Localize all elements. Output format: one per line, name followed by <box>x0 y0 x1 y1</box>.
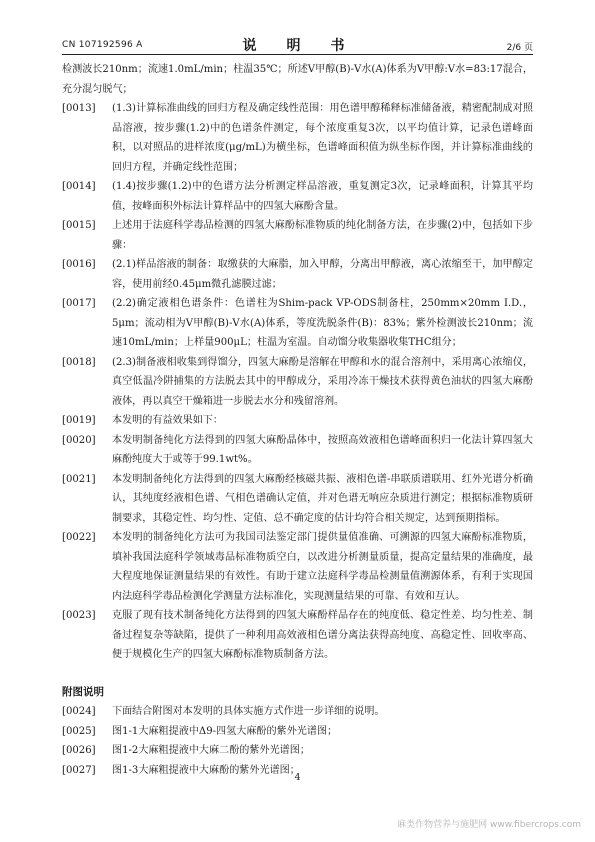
paragraph-0023 <box>62 606 533 665</box>
paragraph-number: [0014] <box>62 181 96 192</box>
paragraph-number: [0019] <box>62 415 96 426</box>
paragraph-text: 本发明的制备纯化方法可为我国司法鉴定部门提供量值准确、可溯源的四氢大麻酚标准物质，填补我国法庭科学领域毒品标准物质空白，以改进分析测量质量，提高定量结果的准确度，最大程度地保证测量结果的有效性。有助于建立法庭科学毒品检测量值溯源体系，有利于实现国内法庭科学毒品检测化学测量方法标准化，实现测量结果的可靠、有效和互认。 <box>112 532 533 602</box>
paragraph-text: 本发明制备纯化方法得到的四氢大麻酚经核磁共振、液相色谱-串联质谱联用、红外光谱分析确认，其纯度经液相色谱、气相色谱确认定值，并对色谱无响应杂质进行测定；根据标准物质研制要求，其稳定性、均匀性、定值、总不确定度的估计均符合相关规定，达到预期指标。 <box>112 473 533 524</box>
paragraph-0018 <box>62 353 533 412</box>
paragraph-text: 本发明制备纯化方法得到的四氢大麻酚晶体中，按照高效液相色谱峰面积归一化法计算四氢大麻酚纯度大于或等于99.1wt%。 <box>112 434 533 465</box>
paragraph-0025 <box>62 722 533 742</box>
paragraph-0016 <box>62 255 533 294</box>
paragraph-number: [0027] <box>62 764 96 776</box>
paragraph-text: (2.3)制备液相收集到得馏分，四氢大麻酚是溶解在甲醇和水的混合溶剂中，采用离心浓缩仪，真空低温冷阱捕集的方法脱去其中的甲醇成分，采用冷冻干燥技术获得黄色油状的四氢大麻酚液体，再以真空干燥箱进一步脱去水分和残留溶剂。 <box>112 356 533 407</box>
paragraph-text: (2.2)确定液相色谱条件：色谱柱为Shim-pack VP-ODS制备柱，250mm×20mm I.D.，5μm；流动相为V甲醇(B)-V水(A)体系，等度洗脱条件(B)：83%；紫外检测波长210nm；流速10mL/min；上样量900μL；柱温为室温。自动馏分收集器收集THC组分； <box>112 298 533 348</box>
paragraph-number: [0021] <box>62 473 96 485</box>
publication-number: CN 107192596 A <box>62 40 143 50</box>
paragraph-0020 <box>62 431 533 470</box>
paragraph-0015 <box>62 216 533 255</box>
paragraph-number: [0017] <box>62 298 96 309</box>
document-body <box>62 60 533 780</box>
paragraph-text: 下面结合附图对本发明的具体实施方式作进一步详细的说明。 <box>112 706 385 717</box>
paragraph-text: 图1-3大麻粗提液中大麻酚的紫外光谱图； <box>112 764 300 776</box>
paragraph-0017 <box>62 294 533 353</box>
page-info: 2/6 页 <box>506 43 533 53</box>
paragraph-number: [0015] <box>62 220 96 231</box>
paragraph-0026 <box>62 741 533 761</box>
paragraph-text: (1.3)计算标准曲线的回归方程及确定线性范围：用色谱甲醇稀释标准储备液，精密配制成对照品溶液，按步骤(1.2)中的色谱条件测定，每个浓度重复3次，以平均值计算，记录色谱峰面积，以对照品的进样浓度(μg/mL)为横坐标，色谱峰面积值为纵坐标作图，并计算标准曲线的回归方程，并确定线性范围； <box>112 103 533 173</box>
paragraph-number: [0023] <box>62 610 96 621</box>
paragraph-number: [0013] <box>62 103 96 114</box>
page-header <box>62 34 533 55</box>
paragraph-0024 <box>62 702 533 722</box>
paragraph-number: [0025] <box>62 725 96 737</box>
paragraph-text: 上述用于法庭科学毒品检测的四氢大麻酚标准物质的纯化制备方法，在步骤(2)中，包括如下步骤： <box>112 220 533 251</box>
paragraph-number: [0024] <box>62 706 96 717</box>
paragraph-number: [0026] <box>62 745 96 756</box>
paragraph-0019 <box>62 411 533 431</box>
intro-text: 检测波长210nm；流速1.0mL/min；柱温35℃；所述V甲醇(B)-V水(A)体系为V甲醇:V水=83:17混合，充分混匀脱气； <box>62 64 533 95</box>
paragraph-text: 本发明的有益效果如下： <box>112 415 224 426</box>
paragraph-0022 <box>62 528 533 606</box>
paragraph-number: [0022] <box>62 532 96 543</box>
watermark-text: 麻类作物营养与施肥网 www.fibercrops.com <box>397 820 581 830</box>
page-number: 4 <box>294 772 301 783</box>
paragraph-0014 <box>62 177 533 216</box>
paragraph-0021 <box>62 470 533 529</box>
paragraph-text: 图1-1大麻粗提液中Δ9-四氢大麻酚的紫外光谱图； <box>112 725 338 737</box>
paragraph-number: [0018] <box>62 356 96 368</box>
figure-section-heading: 附图说明 <box>62 685 104 698</box>
document-title: 说 明 书 <box>242 38 353 54</box>
paragraph-number: [0020] <box>62 434 96 446</box>
paragraph-text: (2.1)样品溶液的制备：取缴获的大麻脂，加入甲醇，分离出甲醇液，离心浓缩至干，加甲醇定容，使用前经0.45μm微孔滤膜过滤； <box>112 259 533 290</box>
paragraph-number: [0016] <box>62 259 96 270</box>
paragraph-text: (1.4)按步骤(1.2)中的色谱方法分析测定样品溶液，重复测定3次，记录峰面积，计算其平均值，按峰面积外标法计算样品中的四氢大麻酚含量。 <box>112 181 533 212</box>
paragraph-text: 克服了现有技术制备纯化方法得到的四氢大麻酚样品存在的纯度低、稳定性差、均匀性差、制备过程复杂等缺陷，提供了一种利用高效液相色谱分离法获得高纯度、高稳定性、回收率高、便于规模化生产的四氢大麻酚标准物质制备方法。 <box>112 610 533 660</box>
paragraph-0013 <box>62 99 533 177</box>
paragraph-text: 图1-2大麻粗提液中大麻二酚的紫外光谱图； <box>112 745 310 756</box>
